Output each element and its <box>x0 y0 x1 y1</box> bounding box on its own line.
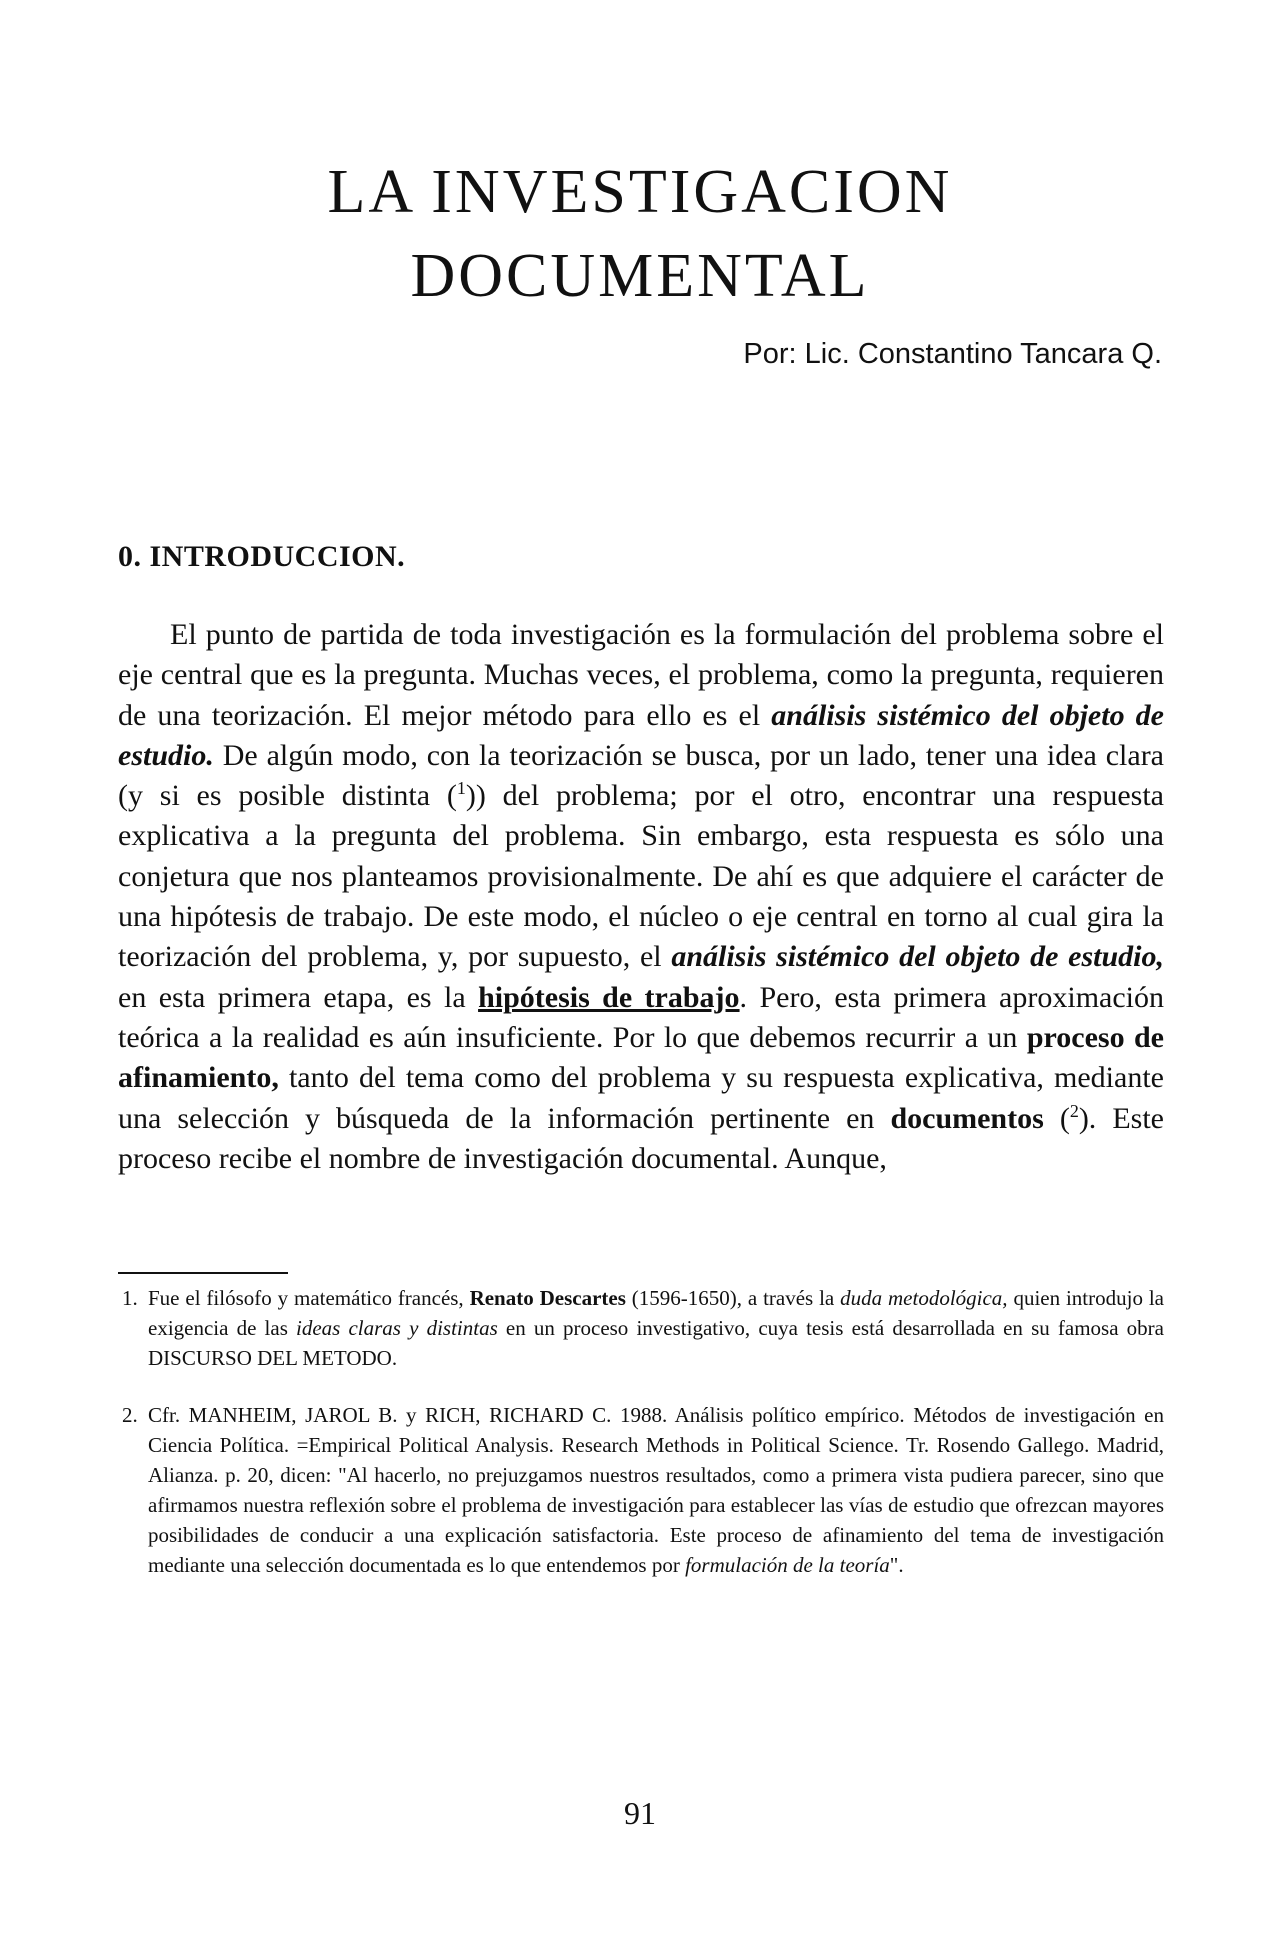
title-line-2: DOCUMENTAL <box>410 242 870 310</box>
body-paragraph <box>118 615 1164 1179</box>
bold-refinement-process: proceso de afinamiento, <box>118 1020 1164 1095</box>
body-text-1: El punto de partida de toda investigación es la formulación del problema sobre el eje central que es la pregunta. Muchas veces, el problema, como la pregunta, requieren de una teorización. El mejor método para ello es el <box>118 618 1164 732</box>
footnote-2-italic: formulación de la teoría <box>685 1553 890 1577</box>
footnote-1-text-d: en un proceso investigativo, cuya tesis está desarrollada en su famosa obra DISCURSO DEL METODO. <box>148 1316 1164 1370</box>
footnote-1-text-a: Fue el filósofo y matemático francés, <box>148 1286 470 1310</box>
footnote-1 <box>118 1283 1164 1373</box>
emphasis-analysis-2: análisis sistémico del objeto de estudio, <box>671 940 1165 974</box>
footnote-1-text-c: quien introdujo la exigencia de las <box>148 1286 1164 1340</box>
footnote-2-text-a: Cfr. MANHEIM, JAROL B. y RICH, RICHARD C. 1988. Análisis político empírico. Métodos de investigación en Ciencia Política. =Empirical Political Analysis. Research Methods in Political Science. Tr. Rosendo Gallego. Madrid, Alianza. p. 20, dicen: "Al hacerlo, no prejuzgamos nuestros resultados, como a primera vista pudiera parecer, sino que afirmamos nuestra reflexión sobre el problema de investigación para establecer las vías de estudio que ofrezcan mayores posibilidades de conducir a una explicación satisfactoria. Este proceso de afinamiento del tema de investigación mediante una selección documentada es lo que entendemos por <box>148 1403 1164 1577</box>
author-byline: Por: Lic. Constantino Tancara Q. <box>743 338 1162 370</box>
footnote-ref-2[interactable]: 2 <box>1069 1100 1079 1121</box>
footnote-1-mark: 1. <box>122 1286 138 1310</box>
article-title <box>0 150 1280 318</box>
footnote-2-text-b: ". <box>889 1553 904 1577</box>
footnote-2-mark: 2. <box>122 1403 138 1427</box>
body-text-8: ). Este proceso recibe el nombre de investigación documental. Aunque, <box>118 1101 1164 1175</box>
body-text-6: tanto del tema como del problema y su respuesta explicativa, mediante una selección y búsqueda de la información pertinente en <box>118 1061 1164 1135</box>
body-text-3: )) del problema; por el otro, encontrar una respuesta explicativa a la pregunta del problema. Sin embargo, esta respuesta es sólo una conjetura que nos planteamos provisionalmente. De ahí es que adquiere el carácter de una hipótesis de trabajo. De este modo, el núcleo o eje central en torno al cual gira la teorización del problema, y, por supuesto, el <box>118 779 1164 974</box>
footnote-1-author: Renato Descartes <box>469 1286 626 1310</box>
footnote-ref-1[interactable]: 1 <box>456 778 466 799</box>
footnote-1-text-b: (1596-1650), a través la <box>625 1286 841 1310</box>
section-heading: 0. INTRODUCCION. <box>118 540 406 573</box>
emphasis-analysis-1: análisis sistémico del objeto de estudio. <box>118 698 1164 772</box>
footnote-1-italic-2: ideas claras y distintas <box>296 1316 498 1340</box>
body-text-2: De algún modo, con la teorización se busca, por un lado, tener una idea clara (y si es posible distinta ( <box>118 738 1164 813</box>
body-text-4: en esta primera etapa, es la <box>118 980 479 1014</box>
footnote-1-italic-1: duda metodológica, <box>840 1286 1008 1310</box>
footnote-divider <box>118 1272 288 1274</box>
underlined-hypothesis: hipótesis de trabajo <box>478 980 740 1014</box>
title-line-1: LA INVESTIGACION <box>327 158 953 226</box>
bold-documents: documentos <box>890 1101 1044 1135</box>
body-text-7: ( <box>1043 1101 1070 1135</box>
page-number: 91 <box>624 1795 656 1831</box>
footnote-2 <box>118 1400 1164 1580</box>
body-text-5: . Pero, esta primera aproximación teórica a la realidad es aún insuficiente. Por lo que debemos recurrir a un <box>118 980 1164 1054</box>
